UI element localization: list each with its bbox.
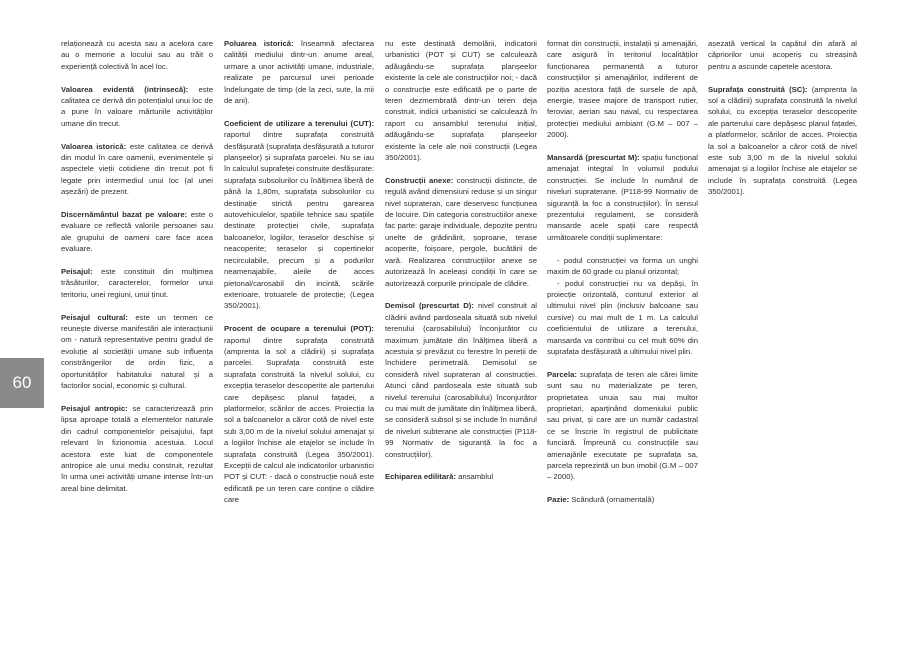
glossary-term: Valoarea istorică: bbox=[61, 141, 127, 151]
text-paragraph bbox=[708, 38, 857, 72]
glossary-term: Parcela: bbox=[547, 369, 577, 379]
text-paragraph bbox=[547, 278, 698, 358]
definition-text: raportul dintre suprafața construită desfășurată (suprafața desfășurată a tuturor planșeelor) și suprafața parcelei. Nu se iau în calculul suprafeței construite desfășurate: suprafața subsolurilor cu înălțimea liberă de până la 1,80m, suprafața subsolurilor cu destinație strictă pentru garearea autovehiculelor, spațiile tehnice sau spațiile destinate protecției civile, suprafața balcoanelor, logiilor, teraselor deschise și neacoperite; teraselor și copertinelor necirculabile, precum și a podurilor neamenajabile, aleile de acces pietonal/carosabil din incintă, scările exterioare, trotuarele de protecție; (Legea 350/2001). bbox=[224, 130, 374, 311]
glossary-term: Peisajul cultural: bbox=[61, 312, 128, 322]
glossary-term: Poluarea istorică: bbox=[224, 39, 294, 48]
definition-text: ansamblul bbox=[455, 472, 494, 482]
glossary-entry bbox=[385, 471, 537, 482]
glossary-entry bbox=[61, 266, 213, 300]
glossary-entry bbox=[61, 84, 213, 130]
definition-text: (amprenta la sol a clădirii) suprafața construită la nivelul solului, cu excepția teraselor descoperite ale parterului care depășesc planul fațadei, a platformelor, scărilor de acces. Proiecția la sol a balcoanelor a căror cotă de nivel este sub 3,00 m de la nivelul solului amenajat și a logiilor închise ale etajelor se include în suprafața construită (Legea 350/2001). bbox=[708, 84, 857, 197]
glossary-entry bbox=[61, 209, 213, 255]
glossary-entry bbox=[708, 84, 857, 198]
text-column-1 bbox=[61, 38, 213, 650]
glossary-entry bbox=[547, 152, 698, 243]
definition-text: - podul construcției va forma un unghi maxim de 60 grade cu planul orizontal; bbox=[547, 255, 698, 277]
glossary-entry bbox=[224, 323, 374, 506]
glossary-term: Coeficient de utilizare a terenului (CUT): bbox=[224, 118, 374, 128]
definition-text: se caracterizează prin lipsa aproape totală a elementelor naturale din cadrul componentelor peisajului, fapt relevant în fizionomia acestuia. Locul acestora este luat de componentele antropice ale unui mediu construit, rezultat în urma unei activități umane intense într-un areal bine delimitat. bbox=[61, 403, 213, 493]
glossary-term: Procent de ocupare a terenului (POT): bbox=[224, 324, 374, 334]
glossary-entry bbox=[385, 175, 537, 289]
text-column-3 bbox=[385, 38, 537, 650]
text-paragraph bbox=[385, 38, 537, 163]
definition-text: este calitatea ce derivă din potențialul unui loc de a pune în valoare mărturiile activităților umane din trecut. bbox=[61, 84, 213, 128]
text-column-4 bbox=[547, 38, 698, 650]
glossary-entry bbox=[547, 494, 698, 505]
glossary-term: Echiparea edilitară: bbox=[385, 472, 456, 482]
glossary-term: Peisajul: bbox=[61, 267, 93, 277]
glossary-entry bbox=[385, 300, 537, 460]
definition-text: așezată vertical la capătul din afară al căpriorilor unui acoperiș cu streașină pentru a ascunde capetele acestora. bbox=[708, 39, 857, 71]
glossary-term: Peisajul antropic: bbox=[61, 403, 128, 413]
definition-text: nivel construit al clădirii având pardoseala situată sub nivelul terenului (carosabilului) înconjurător cu maximum jumătate din înălțimea liberă a acestuia și prevăzut cu ferestre în pereții de închidere perimetrală. Demisolul se consideră nivel suprateran al construcției. Atunci când pardoseala este situată sub nivelul terenului (carosabilului) înconjurător cu mai mult de jumătate din înălțimea liberă, se consideră subsol și se include în numărul de niveluri subterane ale construcției (P118-99 Normativ de siguranță la foc a construcțiilor). bbox=[385, 301, 537, 459]
glossary-term: Discernământul bazat pe valoare: bbox=[61, 210, 188, 220]
definition-text: înseamnă afectarea calității mediului dintr-un anume areal, urmare a unor activități umane, industriale, realizate pe parcursul unei perioade îndelungate de timp (de la zeci, sute, la mii de ani). bbox=[224, 39, 374, 106]
definition-text: este constituit din mulțimea trăsăturilor, caracterelor, formelor unui teritoriu, unei regiuni, unui ținut. bbox=[61, 267, 213, 299]
definition-text: suprafața de teren ale cărei limite sunt sau nu materializate pe teren, proprietatea unuia sau mai multor proprietari, aparținând domeniului public sau privat, și care are un număr cadastral ce se înscrie în registrul de publicitate funciară. Împreună cu construcțiile sau amenajările executate pe suprafața sa, parcela reprezintă un bun imobil (G.M – 007 – 2000). bbox=[547, 369, 698, 482]
glossary-entry bbox=[61, 403, 213, 494]
page-number-tab: 60 bbox=[0, 358, 44, 408]
definition-text: este un termen ce reunește diverse manifestări ale interacțiunii om - natură representative pentru gradul de evoluție al societății umane sub influența constrângerilor de ordin fizic, a oportunităților habitatului natural și a factorilor social, economic și cultural. bbox=[61, 312, 213, 391]
definition-text: relaționează cu acesta sau a acelora care au o memorie a locului sau au trăit o experiență colectivă în acel loc. bbox=[61, 39, 213, 71]
definition-text: - podul construcției nu va depăși, în proiecție orizontală, conturul exterior al ultimului nivel plin (inclusiv balcoane sau cursive) cu mai mult de 1 m. La calculul coeficientului de utilizare a terenului, mansarda va contribui cu cel mult 60% din suprafața desfășurată a ultimului nivel plin. bbox=[547, 278, 698, 356]
definition-text: nu este destinată demolării, indicatorii urbanistici (POT și CUT) se calculează adăugându-se suprafața planșeelor existente la cele ale construcțiilor noi; - dacă o construcție este edificată pe o parte de teren dezmembrată dintr-un teren deja construit, indicii urbanistici se calculează în raport cu ansamblul terenului inițial, adăugându-se suprafața planșeelor existente la cele ale noii construcții (Legea 350/2001). bbox=[385, 39, 537, 163]
glossary-term: Construcții anexe: bbox=[385, 175, 454, 185]
glossary-term: Valoarea evidentă (intrinsecă): bbox=[61, 84, 189, 94]
glossary-entry bbox=[547, 369, 698, 483]
definition-text: raportul dintre suprafața construită (amprenta la sol a clădirii) și suprafața parcelei. Suprafața construită este suprafața construită la nivelul solului, cu excepția teraselor descoperite ale parterului care depășesc planul fațadei, a platformelor, scărilor de acces. Proiecția la sol a balcoanelor a căror cotă de nivel este sub 3,00 m de la nivelul solului amenajat și a logiilor închise ale etajelor se include în suprafața construită (Legea 350/2001). Excepții de calcul ale indicatorilor urbanistici POT și CUT: - dacă o construcție nouă este edificată pe un teren care conține o clădire care bbox=[224, 335, 374, 505]
text-column-5 bbox=[708, 38, 857, 650]
glossary-entry bbox=[224, 38, 374, 106]
definition-text: este calitatea ce derivă din modul în care oamenii, evenimentele și aspectele vieții cotidiene din trecut pot fi legate prin intermediul unui loc (al unei așezări) de prezent. bbox=[61, 141, 213, 197]
definition-text: Scândură (ornamentală) bbox=[569, 495, 655, 505]
glossary-term: Demisol (prescurtat D): bbox=[385, 301, 474, 311]
text-paragraph bbox=[547, 38, 698, 141]
definition-text: construcții distincte, de regulă având dimensiuni reduse și un singur nivel suprateran, care deservesc funcțiunea de locuire. Din categoria construcțiilor anexe fac parte: garaje individuale, depozite pentru unelte de grădinărit, șoproane, terase acoperite, foișoare, pergole, bucătării de vară. Realizarea construcțiilor anexe se autorizează în aceleași condiții în care se autorizează corpurile principale de clădire. bbox=[385, 175, 537, 288]
glossary-entry bbox=[61, 141, 213, 198]
text-paragraph bbox=[61, 38, 213, 72]
definition-text: spațiu funcțional amenajat integral în volumul podului construcției. Se include în numărul de niveluri supraterane. (P118-99 Normativ de siguranță la foc a construcțiilor). În sensul prezentului regulament, se consideră mansarde acele spații care respectă următoarele condiții suplimentare: bbox=[547, 153, 698, 242]
text-column-2 bbox=[224, 38, 374, 650]
glossary-term: Pazie: bbox=[547, 495, 570, 505]
glossary-term: Mansardă (prescurtat M): bbox=[547, 153, 640, 163]
definition-text: format din construcții, instalații și amenajări, care asigură în teritoriul localităților funcționarea permanentă a tuturor construcțiilor și amenajărilor, indiferent de poziția acestora față de sursele de apă, energie, trasee majore de transport rutier, feroviar, aerian sau naval, cu respectarea protecției mediului ambiant (G.M – 007 – 2000). bbox=[547, 39, 698, 140]
glossary-entry bbox=[61, 312, 213, 392]
glossary-term: Suprafața construită (SC): bbox=[708, 84, 808, 94]
text-paragraph bbox=[547, 255, 698, 278]
definition-text: este o evaluare ce reflectă valorile persoanei sau ale grupului de oameni care face acea evaluare. bbox=[61, 210, 213, 254]
glossary-entry bbox=[224, 118, 374, 312]
